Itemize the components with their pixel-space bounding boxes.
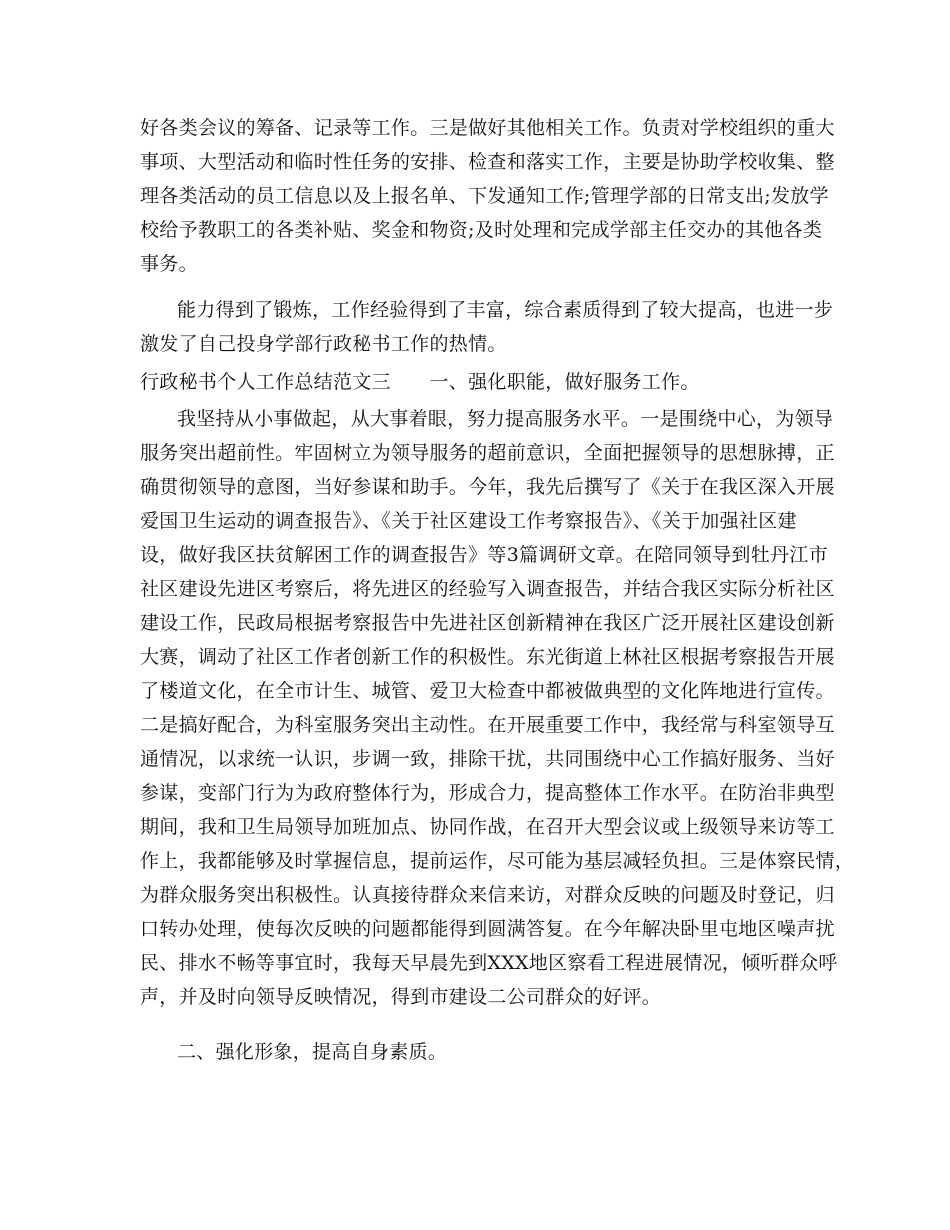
text-line: 理各类活动的员工信息以及上报名单、下发通知工作;管理学部的日常支出;发放学 bbox=[140, 185, 829, 207]
section-heading bbox=[140, 365, 815, 399]
text-line: 声，并及时向领导反映情况，得到市建设二公司群众的好评。 bbox=[140, 986, 662, 1008]
text-line: 激发了自己投身学部行政秘书工作的热情。 bbox=[140, 333, 507, 355]
text-line: 口转办处理，使每次反映的问题都能得到圆满答复。在今年解决卧里屯地区噪声扰 bbox=[140, 918, 835, 940]
text-line: 期间，我和卫生局领导加班加点、协同作战，在召开大型会议或上级领导来访等工 bbox=[140, 816, 835, 838]
text-line: 好各类会议的筹备、记录等工作。三是做好其他相关工作。负责对学校组织的重大 bbox=[140, 117, 835, 139]
text-line: 民、排水不畅等事宜时，我每天早晨先到XXX地区察看工程进展情况，倾听群众呼 bbox=[140, 952, 838, 974]
paragraph-2 bbox=[140, 293, 834, 361]
text-line: 设，做好我区扶贫解困工作的调查报告》等3篇调研文章。在陪同领导到牡丹江市 bbox=[140, 544, 828, 566]
text-line: 服务突出超前性。牢固树立为领导服务的超前意识，全面把握领导的思想脉搏，正 bbox=[140, 442, 835, 464]
text-line: 大赛，调动了社区工作者创新工作的积极性。东光街道上林社区根据考察报告开展 bbox=[140, 646, 835, 668]
text-line: 事务。 bbox=[140, 253, 198, 275]
text-line: 为群众服务突出积极性。认真接待群众来信来访，对群众反映的问题及时登记，归 bbox=[140, 884, 835, 906]
text-line: 我坚持从小事做起，从大事着眼，努力提高服务水平。一是围绕中心，为领导 bbox=[177, 408, 834, 430]
text-line: 社区建设先进区考察后，将先进区的经验写入调查报告，并结合我区实际分析社区 bbox=[140, 578, 835, 600]
text-line: 能力得到了锻炼，工作经验得到了丰富，综合素质得到了较大提高，也进一步 bbox=[177, 299, 834, 321]
text-line: 爱国卫生运动的调查报告》、《关于社区建设工作考察报告》、《关于加强社区建 bbox=[140, 510, 797, 532]
text-line: 作上，我都能够及时掌握信息，提前运作，尽可能为基层减轻负担。三是体察民情， bbox=[140, 850, 855, 872]
text-line: 校给予教职工的各类补贴、奖金和物资;及时处理和完成学部主任交办的其他各类 bbox=[140, 219, 823, 241]
heading-line: 行政秘书个人工作总结范文三 一、强化职能，做好服务工作。 bbox=[140, 371, 700, 393]
paragraph-3 bbox=[140, 402, 855, 1014]
paragraph-1 bbox=[140, 111, 835, 281]
paragraph-4 bbox=[140, 1035, 815, 1069]
text-line: 参谋，变部门行为为政府整体行为，形成合力，提高整体工作水平。在防治非典型 bbox=[140, 782, 835, 804]
text-line: 建设工作，民政局根据考察报告中先进社区创新精神在我区广泛开展社区建设创新 bbox=[140, 612, 835, 634]
text-line: 事项、大型活动和临时性任务的安排、检查和落实工作，主要是协助学校收集、整 bbox=[140, 151, 835, 173]
text-line: 二是搞好配合，为科室服务突出主动性。在开展重要工作中，我经常与科室领导互 bbox=[140, 714, 835, 736]
text-line: 了楼道文化，在全市计生、城管、爱卫大检查中都被做典型的文化阵地进行宣传。 bbox=[140, 680, 835, 702]
subheading-line: 二、强化形象，提高自身素质。 bbox=[177, 1041, 448, 1063]
text-line: 确贯彻领导的意图，当好参谋和助手。今年，我先后撰写了《关于在我区深入开展 bbox=[140, 476, 835, 498]
text-line: 通情况，以求统一认识，步调一致，排除干扰，共同围绕中心工作搞好服务、当好 bbox=[140, 748, 835, 770]
